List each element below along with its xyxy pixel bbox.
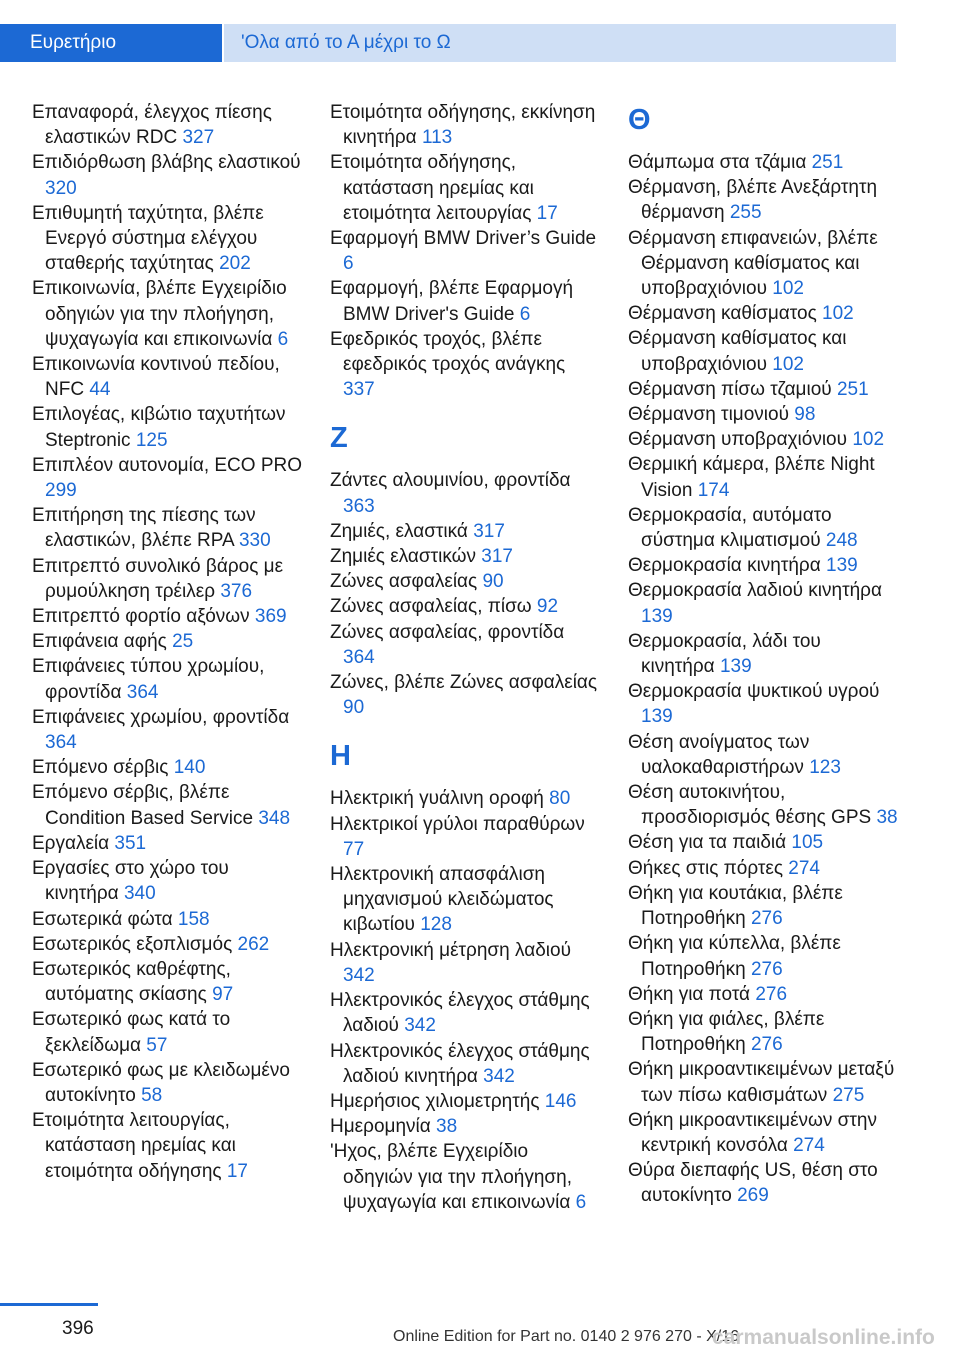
- page-link[interactable]: 251: [811, 152, 844, 173]
- page-link[interactable]: 274: [788, 857, 820, 879]
- index-entry: [32, 604, 302, 629]
- index-letter-heading: Θ: [628, 104, 651, 136]
- page-link[interactable]: 363: [343, 495, 375, 517]
- page-link[interactable]: 275: [832, 1084, 865, 1106]
- page-link[interactable]: 97: [212, 984, 234, 1006]
- index-entry-text: Θέση αυτοκινήτου, προσδιορισμός θέσης GPS: [628, 782, 877, 829]
- index-entry: [330, 276, 600, 326]
- page-link[interactable]: 146: [544, 1090, 577, 1112]
- index-entry: [330, 786, 600, 811]
- index-entry: [330, 1139, 600, 1215]
- index-entry: [32, 932, 302, 957]
- page-link[interactable]: 90: [482, 571, 504, 593]
- page-link[interactable]: 317: [473, 520, 505, 542]
- index-entry-text: Επιδιόρθωση βλάβης ελαστικού: [32, 152, 301, 174]
- page-link[interactable]: 90: [343, 697, 365, 719]
- index-entry: [32, 1058, 302, 1108]
- index-entry-text: Επιτρεπτό συνολικό βάρος με ρυμούλκηση τρέιλερ: [32, 555, 284, 602]
- section-gap: [330, 720, 600, 736]
- page-link[interactable]: 140: [173, 757, 206, 779]
- index-entry-text: Ηλεκτρικοί γρύλοι παραθύρων: [330, 813, 585, 835]
- index-entry-text: Επαναφορά, έλεγχος πίεσης ελαστικών RDC: [32, 102, 272, 149]
- index-entry: [32, 150, 302, 200]
- index-entry: [32, 907, 302, 932]
- index-entry-text: Ζώνες ασφαλείας: [330, 571, 483, 593]
- index-entry-text: Θέρμανση υποβραχιόνιου: [628, 429, 853, 451]
- index-entry-text: Ζώνες ασφαλείας, πίσω: [330, 596, 537, 618]
- index-entry-text: Θέρμανση πίσω τζαμιού: [628, 378, 837, 400]
- index-entry-text: Ηλεκτρονική απασφάλιση μηχανισμού κλειδώματος κιβωτίου: [330, 864, 554, 936]
- section-tab[interactable]: Ευρετήριο: [0, 24, 222, 62]
- index-entry: [628, 503, 898, 553]
- page-link[interactable]: 139: [641, 706, 673, 728]
- index-entry: [32, 856, 302, 906]
- edition-note: Online Edition for Part no. 0140 2 976 270 - X/16: [393, 1328, 740, 1345]
- page-link[interactable]: 364: [45, 732, 77, 754]
- page-link[interactable]: 327: [182, 127, 215, 149]
- site-watermark: carmanualsonline.info: [712, 1326, 935, 1349]
- page-link[interactable]: 38: [876, 807, 898, 829]
- index-entry-text: Εσωτερικά φώτα: [32, 908, 178, 930]
- page-link[interactable]: 376: [220, 580, 253, 602]
- index-entry-text: Επιτήρηση της πίεσης των ελαστικών, βλέπε RPA: [32, 505, 256, 552]
- page-link[interactable]: 342: [483, 1065, 515, 1087]
- page-link[interactable]: 369: [254, 606, 287, 628]
- index-entry: [330, 670, 600, 720]
- index-entry: [628, 931, 898, 981]
- index-entry: [32, 402, 302, 452]
- page-number: 396: [62, 1318, 94, 1339]
- index-entry-text: Θερμική κάμερα, βλέπε Night Vision: [628, 454, 875, 501]
- index-column-1: [32, 100, 302, 1184]
- page-link[interactable]: 251: [836, 378, 869, 400]
- index-entry: [628, 377, 898, 402]
- index-entry-text: Ημερομηνία: [330, 1116, 437, 1138]
- page-link[interactable]: 351: [114, 832, 147, 854]
- index-entry: [32, 629, 302, 654]
- index-entry-text: Θύρα διεπαφής US, θέση στο αυτοκίνητο: [628, 1160, 878, 1207]
- index-entry: [628, 1108, 898, 1158]
- page-link[interactable]: 248: [825, 530, 858, 552]
- index-entry: [32, 755, 302, 780]
- index-entry: [330, 100, 600, 150]
- page-link[interactable]: 139: [826, 555, 858, 577]
- index-entry: [330, 988, 600, 1038]
- index-entry: [628, 1057, 898, 1107]
- index-entry-text: Θερμοκρασία κινητήρα: [628, 555, 827, 577]
- page-link[interactable]: 77: [343, 838, 365, 860]
- page-link[interactable]: 139: [719, 656, 752, 678]
- index-entry: [32, 831, 302, 856]
- index-entry-text: Εφεδρικός τροχός, βλέπε εφεδρικός τροχός ανάγκης: [330, 328, 566, 376]
- page-link[interactable]: 44: [89, 379, 111, 401]
- page-link[interactable]: 98: [794, 404, 816, 426]
- index-entry: [330, 468, 600, 518]
- index-entry: [330, 327, 600, 403]
- page-link[interactable]: 340: [123, 883, 156, 905]
- index-entry-text: Επικοινωνία, βλέπε Εγχειρίδιο οδηγιών για την πλοήγηση, ψυχαγωγία και επικοινωνία: [32, 278, 287, 350]
- page-link[interactable]: 102: [772, 278, 804, 300]
- index-entry: [628, 427, 898, 452]
- index-entry-text: Επιφάνεια αφής: [32, 631, 173, 653]
- index-entry: [330, 519, 600, 544]
- index-entry: [628, 226, 898, 302]
- index-entry: [628, 150, 898, 175]
- index-entry-text: Θέρμανση, βλέπε Ανεξάρτητη θέρμανση: [628, 177, 878, 224]
- page-link[interactable]: 38: [436, 1116, 458, 1138]
- index-entry: [628, 301, 898, 326]
- index-entry-text: Ζημιές ελαστικών: [330, 546, 482, 568]
- index-entry: [32, 276, 302, 352]
- page-link[interactable]: 299: [45, 480, 77, 502]
- index-entry: [628, 679, 898, 729]
- index-entry-text: 'Ηχος, βλέπε Εγχειρίδιο οδηγιών για την πλοήγηση, ψυχαγωγία και επικοινωνία: [330, 1141, 576, 1213]
- page-link[interactable]: 139: [641, 605, 673, 627]
- index-entry-text: Επιθυμητή ταχύτητα, βλέπε Ενεργό σύστημα ελέγχου σταθερής ταχύτητας: [32, 202, 264, 275]
- page-link[interactable]: 58: [141, 1084, 163, 1106]
- index-entry: [628, 1158, 898, 1208]
- page-link[interactable]: 342: [404, 1015, 436, 1037]
- page-link[interactable]: 57: [146, 1034, 168, 1056]
- index-entry: [330, 569, 600, 594]
- page-link[interactable]: 262: [237, 933, 270, 955]
- index-entry: [330, 812, 600, 862]
- index-entry-text: Θερμοκρασία ψυκτικού υγρού: [628, 681, 880, 703]
- index-entry: [32, 453, 302, 503]
- index-entry-text: Ζάντες αλουμινίου, φροντίδα: [330, 470, 571, 492]
- index-entry-text: Επιφάνειες χρωμίου, φροντίδα: [32, 706, 290, 728]
- index-entry-text: Εσωτερικό φως με κλειδωμένο αυτοκίνητο: [32, 1059, 290, 1106]
- index-entry-text: Ηλεκτρονικός έλεγχος στάθμης λαδιού κινητήρα: [330, 1040, 590, 1087]
- index-entry: [628, 730, 898, 780]
- index-entry-text: Επιτρεπτό φορτίο αξόνων: [32, 606, 255, 628]
- index-entry-text: Εργασίες στο χώρο του κινητήρα: [32, 858, 229, 905]
- page-link[interactable]: 320: [45, 177, 77, 199]
- index-entry-text: Θέση για τα παιδιά: [628, 832, 792, 854]
- page-link[interactable]: 128: [420, 914, 452, 936]
- index-entry: [628, 553, 898, 578]
- index-entry: [32, 201, 302, 277]
- page-link[interactable]: 337: [343, 379, 375, 401]
- page-link[interactable]: 317: [481, 546, 513, 568]
- index-entry-text: Ηλεκτρονικός έλεγχος στάθμης λαδιού: [330, 990, 590, 1037]
- index-entry-text: Θερμοκρασία, λάδι του κινητήρα: [628, 630, 821, 678]
- index-entry-text: Θερμοκρασία λαδιού κινητήρα: [628, 580, 882, 602]
- page-link[interactable]: 102: [822, 303, 854, 325]
- page-link[interactable]: 17: [226, 1160, 248, 1182]
- index-entry: [628, 780, 898, 830]
- page-link[interactable]: 102: [772, 353, 804, 375]
- index-column-3: [628, 100, 898, 1209]
- page-link[interactable]: 158: [177, 908, 210, 930]
- page-link[interactable]: 113: [421, 127, 453, 149]
- index-entry-text: Θήκη για φιάλες, βλέπε Ποτηροθήκη: [628, 1008, 825, 1056]
- index-entry-text: Θέση ανοίγματος των υαλοκαθαριστήρων: [628, 731, 810, 778]
- page-link[interactable]: 174: [697, 479, 730, 501]
- index-entry-text: Θήκη μικροαντικειμένων μεταξύ των πίσω καθισμάτων: [628, 1059, 895, 1106]
- index-entry: [330, 862, 600, 938]
- page-link[interactable]: 80: [549, 788, 571, 810]
- index-entry: [32, 1108, 302, 1184]
- page-link[interactable]: 276: [750, 1034, 783, 1056]
- index-entry: [330, 938, 600, 988]
- index-entry: [330, 1089, 600, 1114]
- index-entry-text: Θήκες στις πόρτες: [628, 857, 789, 879]
- page-link[interactable]: 276: [750, 958, 783, 980]
- page-link[interactable]: 274: [793, 1134, 825, 1156]
- index-entry-text: Εφαρμογή, βλέπε Εφαρμογή BMW Driver's Guide: [330, 278, 574, 325]
- page-link[interactable]: 269: [737, 1185, 769, 1207]
- index-entry-text: Θερμοκρασία, αυτόματο σύστημα κλιματισμού: [628, 504, 832, 552]
- index-entry: [330, 544, 600, 569]
- page-link[interactable]: 342: [343, 964, 375, 986]
- index-entry: [628, 856, 898, 881]
- index-entry-text: Ετοιμότητα οδήγησης, κατάσταση ηρεμίας και ετοιμότητα λειτουργίας: [330, 152, 537, 224]
- index-entry: [32, 100, 302, 150]
- page-link[interactable]: 348: [258, 807, 291, 829]
- page-link[interactable]: 202: [219, 253, 251, 275]
- index-entry-text: Εφαρμογή BMW Driver’s Guide: [330, 228, 597, 250]
- index-entry-text: Θάμπωμα στα τζάμια: [628, 152, 812, 173]
- index-entry: [32, 957, 302, 1007]
- index-entry-text: Ετοιμότητα οδήγησης, εκκίνηση κινητήρα: [330, 102, 596, 149]
- index-entry-text: Επιλογέας, κιβώτιο ταχυτήτων Steptronic: [32, 404, 286, 451]
- page-link[interactable]: 276: [755, 983, 788, 1005]
- index-entry: [330, 150, 600, 226]
- index-entry-text: Εσωτερικό φως κατά το ξεκλείδωμα: [32, 1009, 231, 1056]
- index-entry-text: Επικοινωνία κοντινού πεδίου, NFC: [32, 354, 280, 401]
- page-link[interactable]: 123: [809, 756, 841, 778]
- index-entry: [628, 452, 898, 502]
- page-link[interactable]: 92: [536, 596, 559, 618]
- index-entry-text: Θήκη μικροαντικειμένων στην κεντρική κονσόλα: [628, 1109, 877, 1156]
- index-entry: [32, 503, 302, 553]
- index-entry-text: Εσωτερικός καθρέφτης, αυτόματης σκίασης: [32, 958, 231, 1006]
- index-entry: [628, 578, 898, 628]
- index-entry: [32, 654, 302, 704]
- index-entry-text: Εσωτερικός εξοπλισμός: [32, 933, 238, 955]
- index-entry: [330, 226, 600, 276]
- page-link[interactable]: 6: [343, 253, 354, 275]
- page-link[interactable]: 105: [791, 832, 824, 854]
- index-entry-text: Ετοιμότητα λειτουργίας, κατάσταση ηρεμίας και ετοιμότητα οδήγησης: [32, 1110, 236, 1182]
- index-entry: [330, 1114, 600, 1139]
- index-entry-text: Θέρμανση επιφανειών, βλέπε Θέρμανση καθίσματος και υποβραχιόνιου: [628, 227, 878, 300]
- index-entry-text: Θήκη για ποτά: [628, 983, 756, 1005]
- index-entry: [628, 1007, 898, 1057]
- index-column-2: [330, 100, 600, 1215]
- page-link[interactable]: 364: [343, 646, 375, 668]
- index-entry-text: Θέρμανση τιμονιού: [628, 404, 795, 426]
- header-bar: [0, 0, 960, 62]
- index-entry: [330, 594, 600, 619]
- section-gap: [330, 402, 600, 418]
- index-entry: [628, 326, 898, 376]
- index-entry-text: Εργαλεία: [32, 832, 115, 854]
- index-entry: [32, 352, 302, 402]
- index-entry-text: Ημερήσιος χιλιομετρητής: [330, 1090, 545, 1112]
- index-entry-text: Θήκη για κουτάκια, βλέπε Ποτηροθήκη: [628, 882, 843, 930]
- subsection-tab[interactable]: 'Ολα από το Α μέχρι το Ω: [224, 24, 896, 62]
- index-entry: [628, 830, 898, 855]
- index-entry: [628, 175, 898, 225]
- index-entry-text: Επιφάνειες τύπου χρωμίου, φροντίδα: [32, 656, 265, 703]
- index-entry: [32, 705, 302, 755]
- index-entry: [628, 629, 898, 679]
- index-entry-text: Ζώνες, βλέπε Ζώνες ασφαλείας: [330, 672, 598, 694]
- index-letter-heading: Η: [330, 740, 351, 773]
- index-letter-heading: Ζ: [330, 422, 348, 455]
- page-link[interactable]: 102: [852, 429, 885, 451]
- index-entry-text: Θέρμανση καθίσματος: [628, 303, 822, 325]
- index-entry: [330, 620, 600, 670]
- page-link[interactable]: 17: [536, 202, 558, 224]
- index-entry: [628, 402, 898, 427]
- index-entry-text: Ηλεκτρική γυάλινη οροφή: [330, 788, 550, 810]
- index-entry-text: Θήκη για κύπελλα, βλέπε Ποτηροθήκη: [628, 933, 841, 980]
- index-entry: [32, 554, 302, 604]
- page-link[interactable]: 330: [238, 530, 271, 552]
- page-link[interactable]: 6: [519, 303, 531, 325]
- index-entry: [32, 1007, 302, 1057]
- page-link[interactable]: 276: [750, 908, 783, 930]
- page-link[interactable]: 6: [277, 328, 289, 350]
- index-entry: [330, 1039, 600, 1089]
- index-entry: [628, 982, 898, 1007]
- footer-rule: [0, 1303, 98, 1306]
- page-link[interactable]: 255: [729, 202, 762, 224]
- index-entry-text: Ζώνες ασφαλείας, φροντίδα: [330, 621, 565, 643]
- index-entry-text: Ζημιές, ελαστικά: [330, 520, 474, 542]
- page-link[interactable]: 364: [126, 681, 159, 703]
- page-link[interactable]: 6: [575, 1191, 587, 1213]
- page-link[interactable]: 25: [172, 631, 194, 653]
- index-entry-text: Επόμενο σέρβις, βλέπε Condition Based Service: [32, 782, 259, 829]
- index-entry: [628, 881, 898, 931]
- page-link[interactable]: 125: [135, 429, 168, 451]
- index-entry-text: Επόμενο σέρβις: [32, 757, 174, 779]
- index-entry: [32, 780, 302, 830]
- index-entry-text: Ηλεκτρονική μέτρηση λαδιού: [330, 939, 571, 961]
- index-entry-text: Επιπλέον αυτονομία, ECO PRO: [32, 454, 303, 476]
- index-entry-text: Θέρμανση καθίσματος και υποβραχιόνιου: [628, 328, 847, 375]
